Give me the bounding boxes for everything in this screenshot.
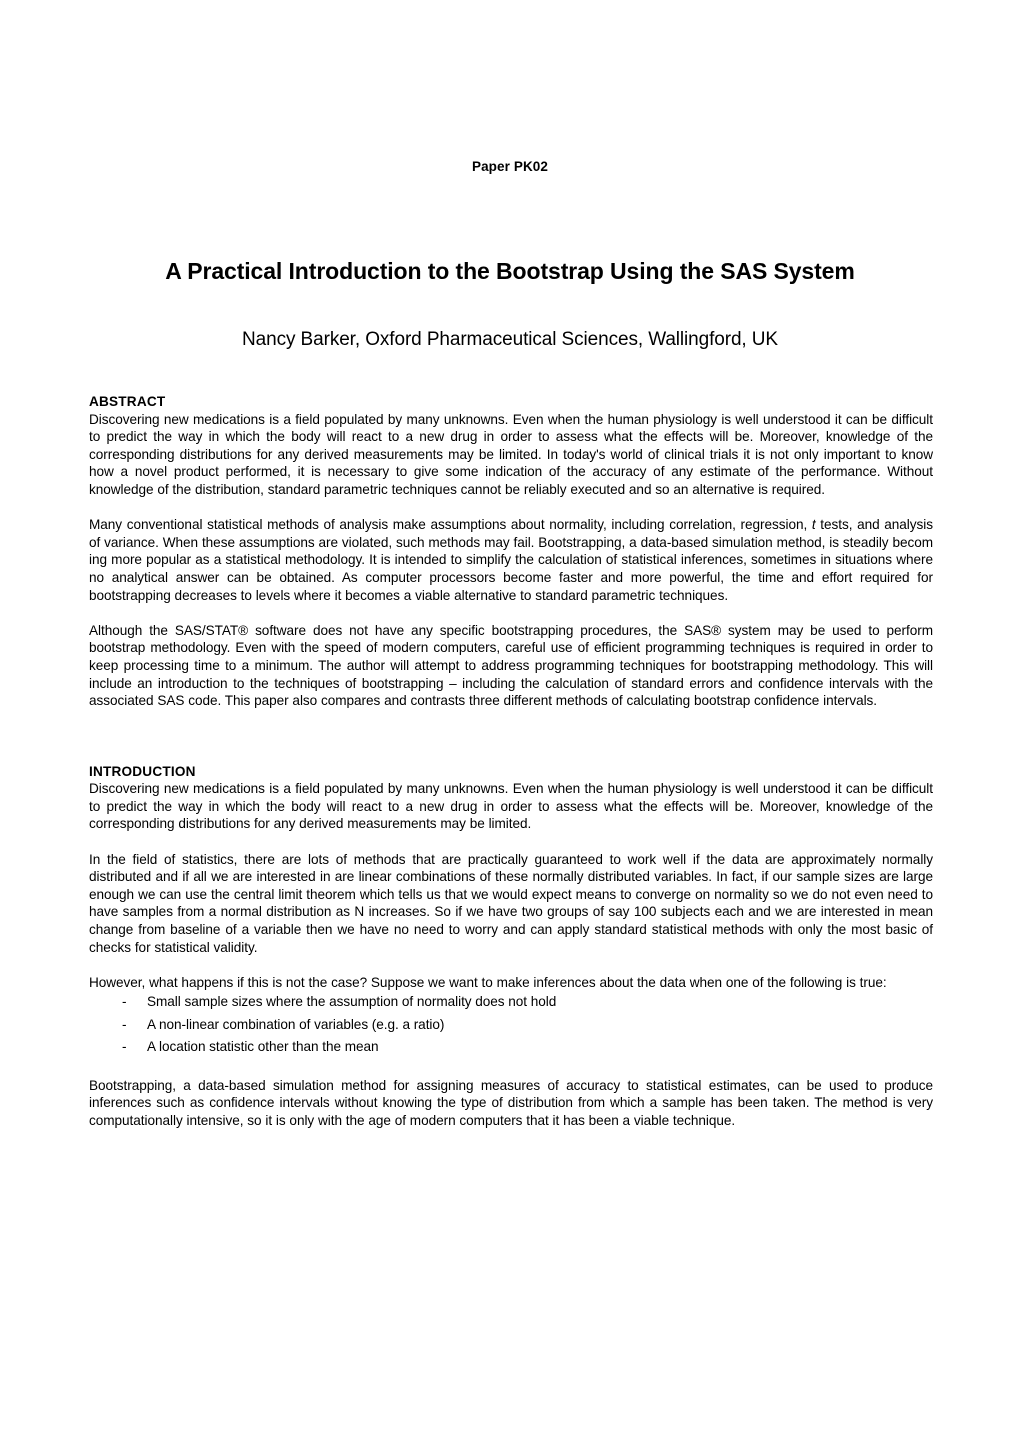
list-bullet-marker: - xyxy=(122,1039,127,1055)
list-bullet-marker: - xyxy=(122,994,127,1010)
body-column xyxy=(89,393,933,1129)
abstract-p2-part-2: tests, and analysis of variance. When these assumptions are violated, such methods may fail. Bootstrapping, a data-based simulation method, is steadily becom ing more popular as a statistical methodology. It is intended to simplify the calculation of statistical inferences, sometimes in situations where no analytical answer can be obtained. As computer processors become faster and more powerful, the time and effort required for bootstrapping decreases to levels where it becomes a viable alternative to standard parametric techniques. xyxy=(89,517,933,603)
section-heading-introduction: INTRODUCTION xyxy=(89,763,196,779)
introduction-paragraph-3: However, what happens if this is not the case? Suppose we want to make inferences about the data when one of the following is true: xyxy=(89,974,887,990)
abstract-p2-italic-t: t xyxy=(811,517,816,533)
author-affiliation: Nancy Barker, Oxford Pharmaceutical Sciences, Wallingford, UK xyxy=(242,329,778,350)
list-item-label: A non-linear combination of variables (e.g. a ratio) xyxy=(147,1016,445,1032)
introduction-paragraph-1: Discovering new medications is a field populated by many unknowns. Even when the human physiology is well understood it can be difficult to predict the way in which the body will react to a new drug in order to assess what the effects will be. Moreover, knowledge of the corresponding distributions for any derived measurements may be limited. xyxy=(89,781,933,832)
paragraph-spacer xyxy=(89,833,933,851)
paragraph-spacer xyxy=(89,604,933,622)
list-item xyxy=(89,1036,933,1059)
introduction-paragraph-4: Bootstrapping, a data-based simulation method for assigning measures of accuracy to statistical estimates, can be used to produce inferences such as confidence intervals without knowing the type of distribution from which a sample has been taken. The method is very computationally intensive, so it is only with the age of modern computers that it has been a viable technique. xyxy=(89,1077,933,1128)
list-item-label: A location statistic other than the mean xyxy=(147,1039,379,1055)
paragraph-spacer xyxy=(89,1059,933,1077)
abstract-p2-part-1: Many conventional statistical methods of analysis make assumptions about normality, including correlation, regression, xyxy=(89,517,812,533)
paper-id: Paper PK02 xyxy=(471,159,549,174)
page-title: A Practical Introduction to the Bootstrap Using the SAS System xyxy=(165,258,855,285)
introduction-paragraph-2: In the field of statistics, there are lots of methods that are practically guaranteed to work well if the data are approximately normally distributed and if all we are interested in are linear combinations of these normally distributed variables. In fact, if our sample sizes are large enough we can use the central limit theorem which tells us that we would expect means to converge on normality so we do not even need to have samples from a normal distribution as N increases. So if we have two groups of say 100 subjects each and we are interested in mean change from baseline of a variable then we have no need to worry and can apply standard statistical methods with only the most basic of checks for statistical validity. xyxy=(89,851,933,955)
section-heading-abstract: ABSTRACT xyxy=(89,394,166,409)
abstract-paragraph-2 xyxy=(89,516,933,604)
paragraph-spacer xyxy=(89,956,933,974)
abstract-paragraph-3: Although the SAS/STAT® software does not have any specific bootstrapping procedures, the SAS® system may be used to perform bootstrap methodology. Even with the speed of modern computers, careful use of efficient programming techniques is required in order to keep processing time to a minimum. The author will attempt to address programming techniques for bootstrapping methodology. This will include an introduction to the techniques of bootstrapping – including the calculation of standard errors and confidence intervals with the associated SAS code. This paper also compares and contrasts three different methods of calculating bootstrap confidence intervals. xyxy=(89,622,933,709)
list-item xyxy=(89,1014,933,1037)
list-item-label: Small sample sizes where the assumption of normality does not hold xyxy=(147,994,557,1010)
abstract-paragraph-1: Discovering new medications is a field populated by many unknowns. Even when the human physiology is well understood it can be difficult to predict the way in which the body will react to a new drug in order to assess what the effects will be. Moreover, knowledge of the corresponding distributions for any derived measurements may be limited. In today's world of clinical trials it is not only important to know how a novel product performed, it is necessary to give some indication of the accuracy of any estimate of the performance. Without knowledge of the distribution, standard parametric techniques cannot be reliably executed and so an alternative is required. xyxy=(89,411,933,497)
condition-list xyxy=(89,991,933,1059)
section-spacer xyxy=(89,710,933,763)
list-item xyxy=(89,991,933,1014)
paragraph-spacer xyxy=(89,499,933,517)
list-bullet-marker: - xyxy=(122,1016,127,1032)
